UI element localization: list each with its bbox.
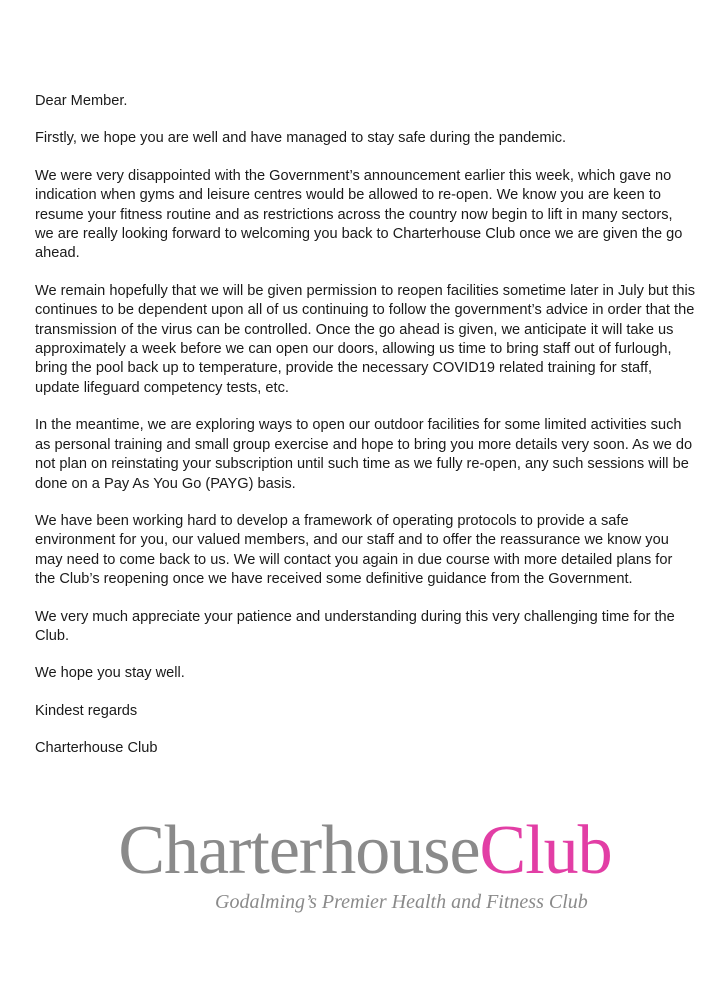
logo-tagline: Godalming’s Premier Health and Fitness Club xyxy=(215,891,588,913)
paragraph-reopening: We remain hopefully that we will be given permission to reopen facilities sometime later in July but this continues to be dependent upon all of us continuing to follow the government’s advice in order that the transmission of the virus can be controlled. Once the go ahead is given, we anticipate it will take us approximately a week before we can open our doors, allowing us time to bring staff out of furlough, bring the pool back up to temperature, provide the necessary COVID19 related training for staff, update lifeguard competency tests, etc. xyxy=(35,282,695,396)
salutation: Dear Member. xyxy=(35,93,128,109)
paragraph-outdoor: In the meantime, we are exploring ways to open our outdoor facilities for some limited activities such as personal training and small group exercise and hope to bring you more details very soon. As we do not plan on reinstating your subscription until such time as we fully re-open, any such sessions will be done on a Pay As You Go (PAYG) basis. xyxy=(35,417,693,492)
paragraph-stay-well: We hope you stay well. xyxy=(35,665,185,682)
signature: Charterhouse Club xyxy=(35,740,158,757)
paragraph-protocols: We have been working hard to develop a framework of operating protocols to provide a safe environment for you, our valued members, and our staff and to offer the reassurance we know you may need to come back to us. We will contact you again in due course with more detailed plans for the Club’s reopening once we have received some definitive guidance from the Government. xyxy=(35,512,673,588)
logo-word-club: Club xyxy=(479,812,612,889)
paragraph-intro: Firstly, we hope you are well and have managed to stay safe during the pandemic. xyxy=(35,130,567,147)
logo-wordmark xyxy=(85,812,645,890)
logo-word-charterhouse: Charterhouse xyxy=(118,812,480,889)
paragraph-thanks: We very much appreciate your patience and understanding during this very challenging time for the Club. xyxy=(35,608,675,644)
paragraph-announcement: We were very disappointed with the Government’s announcement earlier this week, which gave no indication when gyms and leisure centres would be allowed to re-open. We know you are keen to resume your fitness routine and as restrictions across the country now begin to lift in many sectors, we are really looking forward to welcoming you back to Charterhouse Club once we are given the go ahead. xyxy=(35,167,683,262)
letter-body xyxy=(35,92,695,777)
closing: Kindest regards xyxy=(35,702,138,719)
club-logo xyxy=(85,812,645,914)
